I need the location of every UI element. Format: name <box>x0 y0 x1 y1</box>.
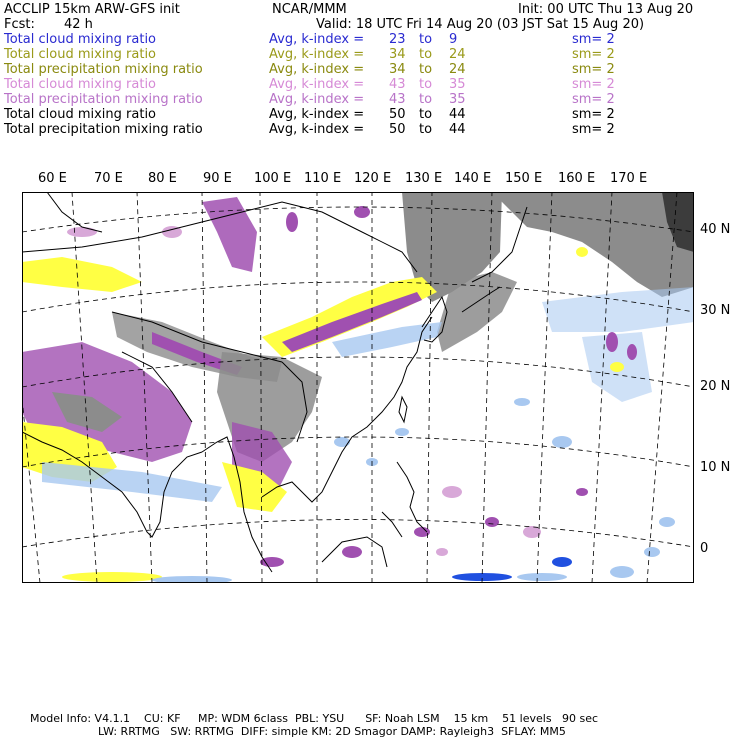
cloud-cell <box>436 548 448 556</box>
model-info-line2: LW: RRTMG SW: RRTMG DIFF: simple KM: 2D Smagor DAMP: Rayleigh3 SFLAY: MM5 <box>98 725 566 738</box>
longitude-label: 110 E <box>304 171 342 186</box>
model-info-line1: Model Info: V4.1.1 CU: KF MP: WDM 6class PBL: YSU SF: Noah LSM 15 km 51 levels 90 sec <box>30 712 599 725</box>
legend-desc: Avg, k-index = <box>269 77 365 92</box>
cloud-cell <box>576 488 588 496</box>
legend-field: Total precipitation mixing ratio <box>4 122 203 137</box>
valid-time: Valid: 18 UTC Fri 14 Aug 20 (03 JST Sat 15 Aug 20) <box>316 17 645 32</box>
legend-sm: sm= 2 <box>572 77 615 92</box>
init-time: Init: 00 UTC Thu 13 Aug 20 <box>518 2 694 17</box>
longitude-label: 90 E <box>203 171 232 186</box>
cloud-cell <box>552 436 572 448</box>
legend-from: 34 <box>389 47 406 62</box>
legend-to: 44 <box>449 107 466 122</box>
forecast-hour: 42 h <box>64 17 93 32</box>
legend-desc: Avg, k-index = <box>269 92 365 107</box>
legend-to-word: to <box>419 107 433 122</box>
longitude-label: 100 E <box>254 171 292 186</box>
cloud-cell <box>576 247 588 257</box>
legend-to: 9 <box>449 32 458 47</box>
cloud-cell <box>354 206 370 218</box>
legend-sm: sm= 2 <box>572 62 615 77</box>
cloud-cell <box>610 362 624 372</box>
cloud-cell <box>627 344 637 360</box>
legend-from: 34 <box>389 62 406 77</box>
cloud-cell <box>517 573 567 581</box>
legend-field: Total precipitation mixing ratio <box>4 62 203 77</box>
legend-from: 23 <box>389 32 406 47</box>
legend-to: 44 <box>449 122 466 137</box>
legend-from: 50 <box>389 122 406 137</box>
legend-desc: Avg, k-index = <box>269 32 365 47</box>
legend-sm: sm= 2 <box>572 92 615 107</box>
map-title: ACCLIP 15km ARW-GFS init <box>4 2 180 17</box>
cloud-cell <box>286 212 298 232</box>
cloud-cell <box>334 437 350 447</box>
latitude-label: 40 N <box>700 222 731 237</box>
legend-row <box>4 62 734 77</box>
legend-row <box>4 107 734 122</box>
longitude-label: 170 E <box>610 171 648 186</box>
legend-to-word: to <box>419 47 433 62</box>
longitude-label: 150 E <box>505 171 543 186</box>
legend-row <box>4 77 734 92</box>
longitude-label: 60 E <box>38 171 67 186</box>
legend-field: Total cloud mixing ratio <box>4 47 157 62</box>
legend-to: 24 <box>449 62 466 77</box>
longitude-label: 70 E <box>94 171 123 186</box>
legend-row <box>4 32 734 47</box>
longitude-label: 120 E <box>354 171 392 186</box>
legend-desc: Avg, k-index = <box>269 47 365 62</box>
legend-field: Total cloud mixing ratio <box>4 107 157 122</box>
legend-desc: Avg, k-index = <box>269 107 365 122</box>
legend-sm: sm= 2 <box>572 122 615 137</box>
cloud-cell <box>442 486 462 498</box>
cloud-cell <box>67 227 97 237</box>
cloud-cell <box>606 332 618 352</box>
cloud-cell <box>342 546 362 558</box>
legend-sm: sm= 2 <box>572 32 615 47</box>
center-label: NCAR/MMM <box>272 2 347 17</box>
cloud-cell <box>659 517 675 527</box>
longitude-label: 80 E <box>148 171 177 186</box>
legend-sm: sm= 2 <box>572 47 615 62</box>
legend-row <box>4 122 734 137</box>
cloud-cell <box>552 557 572 567</box>
latitude-label: 10 N <box>700 460 731 475</box>
longitude-label: 130 E <box>405 171 443 186</box>
legend-from: 43 <box>389 77 406 92</box>
legend-to: 24 <box>449 47 466 62</box>
legend-field: Total cloud mixing ratio <box>4 32 157 47</box>
latitude-label: 0 <box>700 541 709 556</box>
legend-to-word: to <box>419 32 433 47</box>
longitude-label: 160 E <box>558 171 596 186</box>
latitude-label: 30 N <box>700 303 731 318</box>
legend-sm: sm= 2 <box>572 107 615 122</box>
map-panel <box>22 192 694 583</box>
cloud-cell <box>62 572 162 582</box>
legend-from: 43 <box>389 92 406 107</box>
legend-desc: Avg, k-index = <box>269 62 365 77</box>
legend-to: 35 <box>449 92 466 107</box>
cloud-cell <box>395 428 409 436</box>
legend-desc: Avg, k-index = <box>269 122 365 137</box>
legend-to-word: to <box>419 62 433 77</box>
legend-to-word: to <box>419 77 433 92</box>
legend-field: Total precipitation mixing ratio <box>4 92 203 107</box>
latitude-label: 20 N <box>700 379 731 394</box>
legend-from: 50 <box>389 107 406 122</box>
longitude-label: 140 E <box>454 171 492 186</box>
cloud-cell <box>485 517 499 527</box>
cloud-cell <box>610 566 634 578</box>
legend-to-word: to <box>419 92 433 107</box>
cloud-cell <box>514 398 530 406</box>
cloud-cell <box>523 526 541 538</box>
cloud-cell <box>644 547 660 557</box>
legend-to-word: to <box>419 122 433 137</box>
legend-to: 35 <box>449 77 466 92</box>
legend-field: Total cloud mixing ratio <box>4 77 157 92</box>
legend-row <box>4 47 734 62</box>
forecast-label: Fcst: <box>4 17 35 32</box>
legend-row <box>4 92 734 107</box>
